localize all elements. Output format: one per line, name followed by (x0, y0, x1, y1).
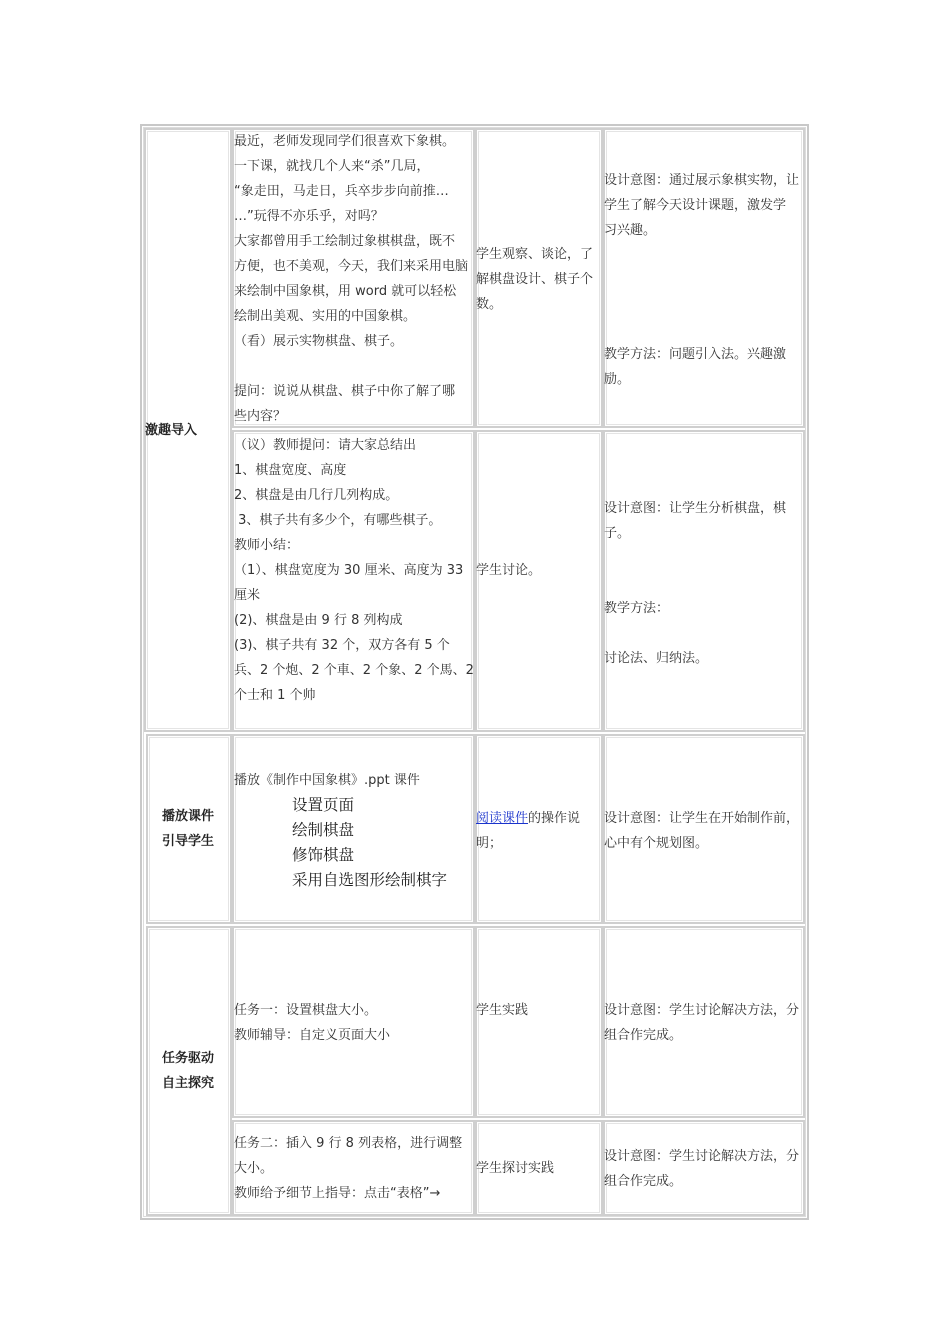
r1-method-line: 教学方法：问题引入法。兴趣激 (604, 347, 787, 362)
r3-step: 绘制棋盘 (292, 821, 355, 839)
stage-label-2a: 播放课件 (161, 809, 214, 824)
r1-teacher-line: “象走田，马走日，兵卒步步向前推… (234, 184, 449, 199)
r2-method-line: 讨论法、归纳法。 (604, 651, 709, 666)
r3-student-line2: 明； (476, 836, 503, 851)
r3-student-rest: 的操作说 (528, 811, 581, 826)
r1-design-line: 设计意图：通过展示象棋实物，让 (604, 173, 800, 188)
r4-teacher-line: 任务一：设置棋盘大小。 (234, 1003, 378, 1018)
r2-teacher-line: 教师小结： (234, 538, 300, 553)
stage-label-3b: 自主探究 (161, 1076, 214, 1091)
r3-teacher-line: 播放《制作中国象棋》.ppt 课件 (234, 773, 420, 788)
r1-design-line: 习兴趣。 (604, 223, 657, 238)
stage-label-2b: 引导学生 (161, 834, 214, 849)
r1-teacher-line: …”玩得不亦乐乎，对吗？ (234, 209, 384, 224)
r1-teacher-line: 最近，老师发现同学们很喜欢下象棋。 (234, 134, 456, 149)
r1-teacher-line: 些内容？ (234, 409, 287, 424)
r1-teacher-line: 大家都曾用手工绘制过象棋棋盘，既不 (234, 234, 456, 249)
r2-teacher-line: （1）、棋盘宽度为 30 厘米、高度为 33 (234, 563, 464, 578)
r5-teacher-line: 任务二：插入 9 行 8 列表格，进行调整 (234, 1136, 463, 1151)
r3-design-line: 设计意图：让学生在开始制作前， (604, 811, 800, 826)
r2-design-cell (603, 430, 805, 732)
r1-student-line: 解棋盘设计、棋子个 (476, 272, 594, 287)
r5-teacher-line: 教师给予细节上指导：点击“表格”→ (234, 1186, 441, 1201)
r2-teacher-line: (2)、棋盘是由 9 行 8 列构成 (234, 613, 403, 628)
r5-design-line: 组合作完成。 (604, 1174, 683, 1189)
r1-teacher-line: 来绘制中国象棋，用 word 就可以轻松 (234, 284, 457, 299)
stage-label-1: 激趣导入 (144, 423, 197, 438)
r2-teacher-line: 厘米 (234, 588, 261, 603)
r4-design-line: 组合作完成。 (604, 1028, 683, 1043)
r2-teacher-line: 个士和 1 个帅 (234, 688, 316, 703)
r2-design-line: 子。 (604, 526, 631, 541)
r3-student-line (476, 806, 580, 831)
r2-student-line: 学生讨论。 (476, 563, 542, 578)
r1-teacher-line: 提问：说说从棋盘、棋子中你了解了哪 (234, 384, 456, 399)
r1-teacher-line: 一下课，就找几个人来“杀”几局， (234, 159, 430, 174)
r2-teacher-line: 1、棋盘宽度、高度 (234, 463, 347, 478)
stage-label-3a: 任务驱动 (161, 1051, 214, 1066)
r2-teacher-line: 3、棋子共有多少个，有哪些棋子。 (234, 513, 442, 528)
r3-step: 采用自选图形绘制棋字 (292, 871, 448, 889)
r3-step: 设置页面 (292, 796, 355, 814)
r1-teacher-line: 方便，也不美观，今天，我们来采用电脑 (234, 259, 469, 274)
r5-student-line: 学生探讨实践 (476, 1161, 555, 1176)
r2-teacher-line: (3)、棋子共有 32 个，双方各有 5 个 (234, 638, 450, 653)
r1-design-line: 学生了解今天设计课题，激发学 (604, 198, 787, 213)
r5-design-line: 设计意图：学生讨论解决方法，分 (604, 1149, 800, 1164)
r1-teacher-line: （看）展示实物棋盘、棋子。 (234, 334, 404, 349)
r3-design-line: 心中有个规划图。 (604, 836, 709, 851)
r2-teacher-line: （议）教师提问：请大家总结出 (234, 438, 417, 453)
r2-teacher-line: 2、棋盘是由几行几列构成。 (234, 488, 399, 503)
r3-step: 修饰棋盘 (292, 846, 355, 864)
r1-student-line: 数。 (476, 297, 503, 312)
r5-teacher-line: 大小。 (234, 1161, 274, 1176)
r1-method-line: 励。 (604, 372, 631, 387)
r2-method-label: 教学方法： (604, 601, 670, 616)
r1-student-line: 学生观察、谈论，了 (476, 247, 594, 262)
r1-teacher-line: 绘制出美观、实用的中国象棋。 (234, 309, 417, 324)
r2-teacher-line: 兵、2 个炮、2 个車、2 个象、2 个馬、2 (234, 663, 474, 678)
r2-design-line: 设计意图：让学生分析棋盘，棋 (604, 501, 787, 516)
read-courseware-link[interactable]: 阅读课件 (476, 811, 529, 826)
r4-design-line: 设计意图：学生讨论解决方法，分 (604, 1003, 800, 1018)
r4-student-line: 学生实践 (476, 1003, 529, 1018)
r4-teacher-line: 教师辅导：自定义页面大小 (234, 1028, 391, 1043)
